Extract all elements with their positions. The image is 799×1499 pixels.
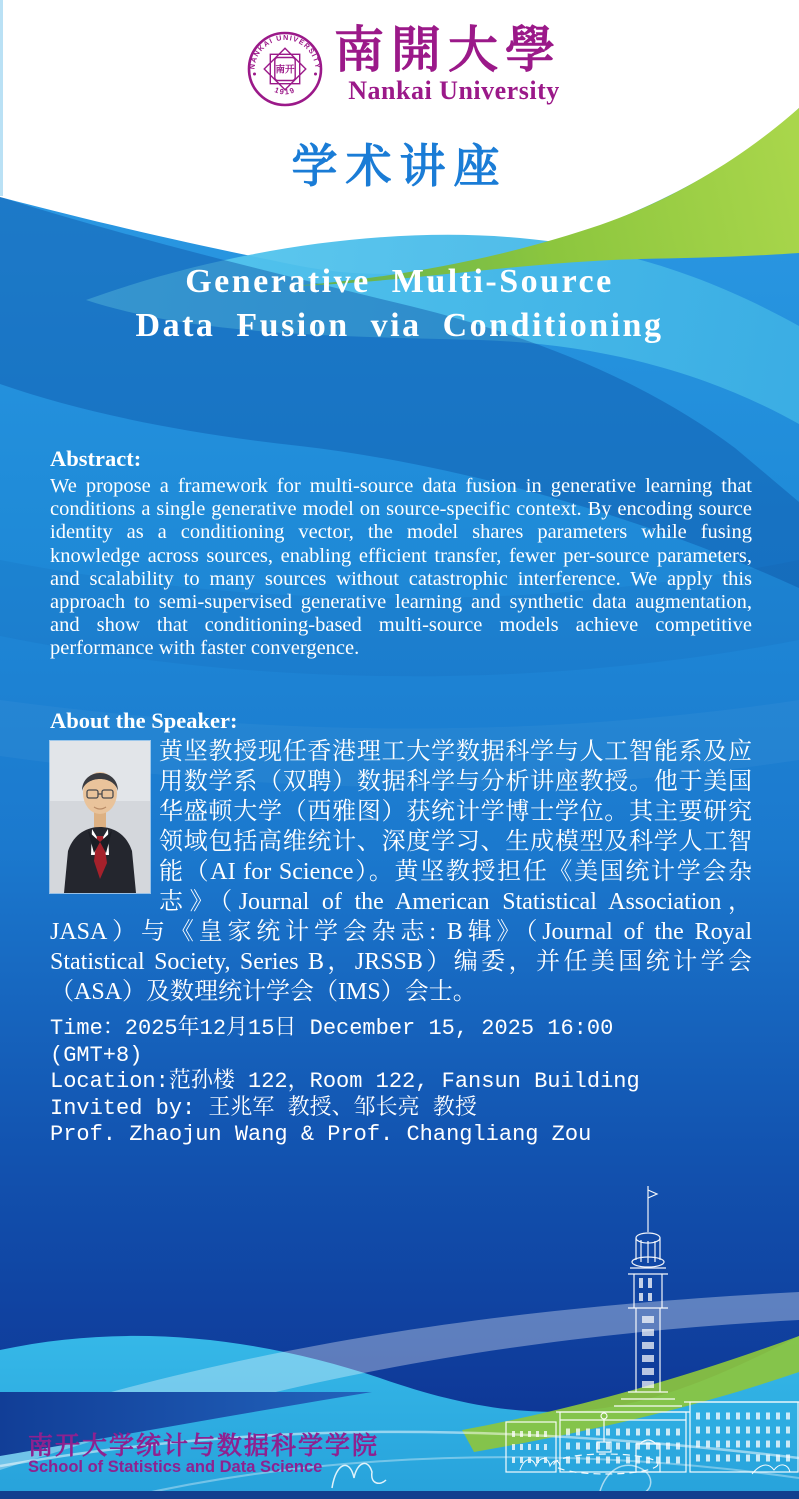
seal-ring-text: NANKAI UNIVERSITY <box>247 32 323 70</box>
university-name-english: Nankai University <box>348 76 560 105</box>
event-type-heading: 学术讲座 <box>291 141 508 192</box>
seal-year: 1919 <box>273 85 297 97</box>
nankai-seal-logo <box>246 30 324 108</box>
abstract-section <box>50 446 752 661</box>
speaker-photo <box>50 741 150 893</box>
bottom-strip <box>0 1491 799 1499</box>
lecture-title-line1: Generative Multi-Source <box>185 263 614 300</box>
detail-hosts: Prof. Zhaojun Wang & Prof. Changliang Zou <box>50 1122 592 1147</box>
speaker-portrait-art <box>50 741 150 893</box>
speaker-bio <box>50 737 752 1007</box>
abstract-body: We propose a framework for multi-source data fusion in generative learning that conditions a single generative model on source-specific context. By encoding source identity as a conditioning vector, the model shares parameters while fusing knowledge across sources, enabling efficient transfer, fewer per-source parameters, and scalability to many sources without catastrophic interference. We apply this approach to semi-supervised generative learning and synthetic data augmentation, and show that conditioning-based multi-source models achieve competitive performance with faster convergence. <box>50 475 752 660</box>
university-name-calligraphy: 南開大學 <box>334 20 562 79</box>
lecture-title-line2: Data Fusion via Conditioning <box>135 307 664 344</box>
detail-time-line2: (GMT+8) <box>50 1042 143 1068</box>
school-name-english: School of Statistics and Data Science <box>28 1458 323 1476</box>
speaker-bio-text: 黄坚教授现任香港理工大学数据科学与人工智能系及应用数学系（双聘）数据科学与分析讲座教授。他于美国华盛顿大学（西雅图）获统计学博士学位。其主要研究领域包括高维统计、深度学习、生成模型及科学人工智能（AI for Science）。黄坚教授担任《美国统计学会杂志》（Journal of the American Statistical Association，JASA）与《皇家统计学会杂志: B辑》（Journal of the Royal Statistical Society, Series B，JRSSB）编委，并任美国统计学会（ASA）及数理统计学会（IMS）会士。 <box>50 739 752 1005</box>
lecture-title <box>0 260 799 348</box>
event-details <box>50 1016 770 1149</box>
detail-time-line1: Time：2025年12月15日 December 15, 2025 16:00 <box>50 1016 614 1041</box>
detail-location: Location:范孙楼 122，Room 122, Fansun Building <box>50 1069 640 1094</box>
detail-invited-by: Invited by: 王兆军 教授、邹长亮 教授 <box>50 1095 477 1121</box>
seal-inner-text: 南开 <box>275 65 295 76</box>
abstract-heading: Abstract: <box>50 446 142 471</box>
speaker-section <box>50 708 752 1007</box>
speaker-heading: About the Speaker: <box>50 708 238 733</box>
school-name-chinese: 南开大学统计与数据科学学院 <box>28 1432 380 1460</box>
